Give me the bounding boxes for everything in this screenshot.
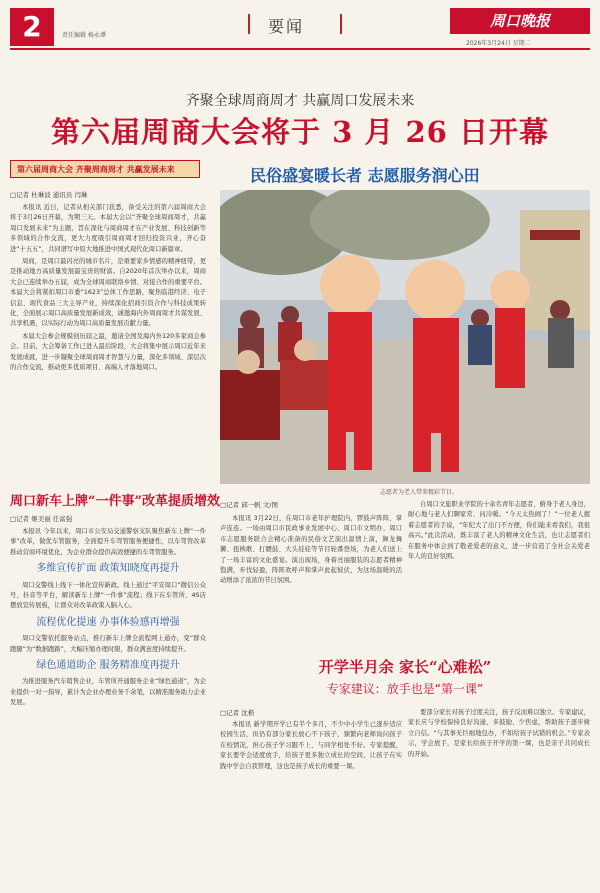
photo-article-byline: □记者 邱一帆 文/图 [220, 501, 278, 509]
lead-paragraph: 本报讯 近日，记者从相关部门获悉，备受关注的第六届周商大会将于3月26日开幕，为期三天。本届大会以“齐聚全球周商周才，共赢周口发展未来”为主题，旨在深化与周商周才在产业发展、科技创新等多领域的合作交流，更大力度吸引周商周才回归投资兴业，齐心奋进“十五五”，共同谱写中原大地推进中国式现代化周口新篇章。 [10, 204, 206, 253]
section-title: 要闻 [268, 17, 305, 36]
article2-subheading: 绿色通道助企 服务精准度再提升 [36, 660, 180, 672]
lead-byline: □记者 杜琳波 通讯员 闫琳 [10, 191, 88, 199]
article2-paragraph: 周口交警依托服务站点，推行新车上牌全流程网上通办，变“群众跑腿”为“数据跑路”，大幅压缩办理时限，群众满意度持续提升。 [10, 635, 206, 653]
article2-headline: 周口新车上牌“一件事”改革提质增效 [10, 494, 220, 509]
article3-col-a: 本报讯 新学期开学已有半个多月，不少中小学生已逐步适应校园生活，但仍有部分家长放心不下孩子，频繁向老师询问孩子在校情况，担心孩子学习跟不上、与同学相处不好。专家提醒，家长要学会适度放手，给孩子更多独立成长的空间，让孩子在实践中学会自我管理，这也是孩子成长的重要一课。 [220, 721, 402, 770]
lead-body [10, 203, 206, 475]
editor-credit: 责任编辑 杨永谭 [62, 32, 106, 39]
article3-headline: 开学半月余 家长“心难松” [318, 658, 492, 676]
article3-byline: □记者 沈楷 [220, 709, 255, 717]
newspaper-logo: 周口晚报 [450, 8, 590, 34]
article2-paragraph: 为推进服务汽车销售企业，车管所开通服务企业“绿色通道”，为企业提供一对一指导，累计为企业办理业务千余笔，以精准服务助力企业发展。 [10, 678, 206, 707]
photo-caption: 志愿者为老人带来精彩节目。 [380, 489, 459, 496]
photo-article-col-b: 自周口文旅职业学院的十余名青年志愿者，俯身于老人身边，耐心地与老人们聊家常、问冷暖。“今天太热闹了！”一位老人握着志愿者的手说，“年纪大了出门不方便，你们能来看我们，我很高兴。”此次活动，既丰富了老人的精神文化生活，也让志愿者们在服务中体会到了敬老爱老的意义，进一步营造了全社会关爱老年人的良好氛围。 [408, 501, 590, 561]
event-banner: 第六届周商大会 齐聚周商周才 共赢发展未来 [10, 160, 200, 178]
article3-subhead: 专家建议：放手也是“第一课” [326, 682, 484, 696]
issue-date: 2026年3月24日 星期二 [466, 40, 531, 47]
section-bar-left [248, 14, 250, 34]
lead-headline: 第六届周商大会将于 3 月 26 日开幕 [51, 115, 549, 149]
article2-byline: □记者 姬美丽 任富强 [10, 515, 73, 523]
lead-kicker: 齐聚全球周商周才 共赢周口发展未来 [185, 93, 415, 109]
performance-photo [220, 190, 590, 484]
header-rule [10, 48, 590, 50]
lead-paragraph: 本届大会参会规模创历届之最，邀请全国及海内外120多家商会参会。目前，大会筹备工作已进入最后阶段，大会将集中展示周口近年来发展成就，进一步凝聚全球周商周才智慧与力量，深化多领域、深层次的合作交流，推动更多优质项目、高端人才落地周口。 [10, 332, 206, 372]
article2-subheading: 多维宣传扩面 政策知晓度再提升 [36, 563, 180, 575]
article2-body [10, 527, 206, 867]
lead-paragraph: 周商，是周口最闪亮的城市名片，是重要家乡情感的精神纽带，更是推动地方高质量发展最宝贵的财富。自2020年首次举办以来，周商大会已连续举办五届，成为全球周商联络乡情、对接合作的重要平台。本届大会将紧扣周口市委“1623”总体工作思路，聚焦临港经济、电子信息、现代食品三大主导产业，持续深化招商引资合作与科技成果转化，全面展示周口高质量发展新成效，诚邀海内外周商周才共谋发展、共享机遇，以实际行动为周口高质量发展贡献力量。 [10, 258, 206, 328]
article2-paragraph: 本报讯 今年以来，周口市公安局交通警察支队聚焦新车上牌“一件事”改革，做优车管服务，全面提升车驾管服务便捷性，以车驾管改革推动营商环境优化，为企业群众提供高效便捷的车驾管服务。 [10, 528, 206, 556]
photo-article-col-a: 本报讯 3月22日，在周口市老年护理院内，锣鼓声阵阵、掌声连连。一场由周口市民政事业发展中心、周口市文明办、周口市志愿服务联合会精心准备的民俗文艺演出温情上演，舞龙舞狮、扭秧歌、打腰鼓、大头娃娃等节目轮番登场，为老人们送上了一场丰富的文化盛宴。演出现场，身着亮丽服装的志愿者精神饱满，步伐轻盈，阵阵欢呼声和掌声此起彼伏，为这场温暖的活动增添了浓浓的节日氛围。 [220, 515, 402, 585]
article2-subheading: 流程优化提速 办事体验感再增强 [36, 616, 180, 628]
page-number: 2 [10, 8, 54, 46]
section-bar-right [340, 14, 342, 34]
article2-paragraph: 周口交警线上线下一体化宣传新政。线上通过“平安周口”微信公众号、抖音等平台，解读新车上牌“一件事”流程；线下在车管所、4S店摆放宣传展板，让群众对改革政策入脑入心。 [10, 581, 206, 610]
article3-col-b: 要部分家长对孩子过度关注，孩子反而难以独立。专家建议，家长应与学校保持良好沟通，多鼓励、少焦虑，帮助孩子逐步树立自信。“与其事无巨细地包办，不如给孩子试错的机会。”专家表示，学会放手，是家长给孩子开学的第一课，也是亲子共同成长的开始。 [408, 709, 590, 758]
photo-article-subhead: 民俗盛宴暖长者 志愿服务润心田 [250, 166, 480, 185]
